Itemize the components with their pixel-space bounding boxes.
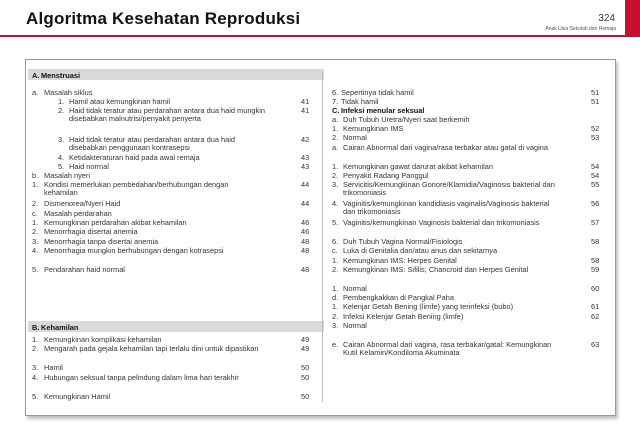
right-page-number: 55 bbox=[591, 180, 600, 189]
right-entry-title[interactable]: Cairan Abnormal dari vagina, rasa terbakar/gatal: Kemungkinan Kutil Kelamin/Kondiloma Akuminata bbox=[343, 340, 552, 357]
right-entry-marker: 3. bbox=[332, 321, 339, 330]
column-divider bbox=[322, 72, 323, 402]
left-page-number: 46 bbox=[301, 227, 310, 236]
header-subtitle: Anak Usia Sekolah dan Remaja bbox=[545, 26, 616, 32]
right-entry-marker: e. bbox=[332, 340, 339, 349]
right-page-number: 54 bbox=[591, 171, 600, 180]
right-entry-marker: 3. bbox=[332, 180, 339, 189]
left-page-number: 41 bbox=[301, 106, 310, 115]
left-entry-title[interactable]: Hamil atau kemungkinan hamil bbox=[69, 97, 171, 106]
left-entry-title[interactable]: Haid tidak teratur atau perdarahan antara dua haid disebabkan penggunaan kontrasepsi bbox=[69, 135, 235, 152]
left-entry-title[interactable]: Ketidakteraturan haid pada awal remaja bbox=[69, 153, 200, 162]
left-entry-marker: 3. bbox=[32, 237, 39, 246]
left-section-heading: Kehamilan bbox=[41, 323, 79, 332]
left-entry-marker: a. bbox=[32, 88, 39, 97]
left-entry-title[interactable]: Menorrhagia disertai anemia bbox=[44, 227, 138, 236]
left-entry-marker: 1. bbox=[32, 180, 39, 189]
right-entry-title[interactable]: Cairan Abnormal dari vagina/rasa terbakar atau gatal di vagina bbox=[343, 143, 549, 152]
left-entry-title[interactable]: Haid tidak teratur atau perdarahan antara dua haid mungkin disebabkan malnutrisi/penyakit penyerta bbox=[69, 106, 265, 123]
left-entry-marker: b. bbox=[32, 171, 39, 180]
left-entry-title[interactable]: Kondisi memerlukan pembedahan/berhubungan dengan kehamilan bbox=[44, 180, 229, 197]
right-page-number: 58 bbox=[591, 256, 600, 265]
left-page-number: 50 bbox=[301, 363, 310, 372]
right-page-number: 57 bbox=[591, 218, 600, 227]
right-entry-marker: a. bbox=[332, 115, 339, 124]
right-entry-title[interactable]: Normal bbox=[343, 284, 367, 293]
document-title: Algoritma Kesehatan Reproduksi bbox=[26, 9, 301, 28]
left-entry-title[interactable]: Pendarahan haid normal bbox=[44, 265, 125, 274]
right-entry-marker: d. bbox=[332, 293, 339, 302]
right-entry-marker: 1. bbox=[332, 284, 339, 293]
right-entry-title[interactable]: Vaginitis/kemungkinan kandidiasis vaginalis/Vaginosis bakterial dan trikomoniasis bbox=[343, 199, 550, 216]
right-entry-marker: 4. bbox=[332, 199, 339, 208]
left-page-number: 43 bbox=[301, 162, 310, 171]
right-page-number: 51 bbox=[591, 88, 600, 97]
right-entry-marker: 2. bbox=[332, 133, 339, 142]
left-entry-title[interactable]: Hamil bbox=[44, 363, 63, 372]
left-page-number: 48 bbox=[301, 237, 310, 246]
right-entry-title[interactable]: Servicitis/Kemungkinan Gonore/Klamidia/Vaginosis bakterial dan trikomoniasis bbox=[343, 180, 555, 197]
left-page-number: 50 bbox=[301, 392, 310, 401]
right-entry-title[interactable]: Kemungkinan gawat darurat akibat kehamilan bbox=[343, 162, 493, 171]
right-page-number: 58 bbox=[591, 237, 600, 246]
right-entry-marker: a. bbox=[332, 143, 339, 152]
right-entry-marker: 7. bbox=[332, 97, 339, 106]
left-entry-marker: 2. bbox=[32, 227, 39, 236]
right-entry-title[interactable]: Kemungkinan IMS bbox=[343, 124, 404, 133]
left-page-number: 44 bbox=[301, 180, 310, 189]
right-entry-title[interactable]: Sepertinya tidak hamil bbox=[341, 88, 414, 97]
right-page-number: 63 bbox=[591, 340, 600, 349]
right-entry-marker: 6. bbox=[332, 237, 339, 246]
left-entry-marker: 4. bbox=[32, 246, 39, 255]
left-section-heading: Menstruasi bbox=[41, 71, 81, 80]
left-entry-marker: 4. bbox=[58, 153, 65, 162]
left-entry-marker: 3. bbox=[58, 135, 65, 144]
right-entry-marker: c. bbox=[332, 246, 338, 255]
left-page-number: 48 bbox=[301, 246, 310, 255]
left-entry-marker: c. bbox=[32, 209, 38, 218]
right-entry-title[interactable]: Duh Tubuh Uretra/Nyeri saat berkemih bbox=[343, 115, 470, 124]
right-entry-marker: 1. bbox=[332, 124, 339, 133]
left-entry-title[interactable]: Menorrhagia mungkin berhubungan dengan kotrasepsi bbox=[44, 246, 224, 255]
left-entry-marker: 3. bbox=[32, 363, 39, 372]
left-entry-title[interactable]: Kemungkinan Hamil bbox=[44, 392, 111, 401]
right-entry-marker: 1. bbox=[332, 302, 339, 311]
right-entry-title[interactable]: Tidak hamil bbox=[341, 97, 379, 106]
left-entry-marker: A. bbox=[32, 71, 40, 80]
left-page-number: 43 bbox=[301, 153, 310, 162]
right-entry-title[interactable]: Kemungkinan IMS: Herpes Genital bbox=[343, 256, 457, 265]
left-entry-title[interactable]: Mengarah pada gejala kehamilan tapi terlalu dini untuk dipastikan bbox=[44, 344, 259, 353]
right-entry-title[interactable]: Luka di Genitalia dan/atau anus dan sekitarnya bbox=[343, 246, 498, 255]
left-page-number: 44 bbox=[301, 199, 310, 208]
left-page-number: 49 bbox=[301, 335, 310, 344]
left-entry-marker: 2. bbox=[32, 199, 39, 208]
right-page-number: 61 bbox=[591, 302, 600, 311]
left-entry-title[interactable]: Masalah perdarahan bbox=[44, 209, 112, 218]
left-entry-marker: 1. bbox=[32, 218, 39, 227]
right-entry-marker: 2. bbox=[332, 265, 339, 274]
right-page-number: 51 bbox=[591, 97, 600, 106]
table-of-contents-box bbox=[25, 59, 616, 416]
right-section-heading: Infeksi menular seksual bbox=[341, 106, 425, 115]
header-accent-block bbox=[625, 0, 640, 36]
left-entry-title[interactable]: Dismenorea/Nyeri Haid bbox=[44, 199, 121, 208]
left-page-number: 50 bbox=[301, 373, 310, 382]
right-entry-title[interactable]: Normal bbox=[343, 133, 367, 142]
header-rule bbox=[0, 35, 640, 37]
left-entry-title[interactable]: Menorrhagia tanpa disertai anemia bbox=[44, 237, 159, 246]
right-entry-title[interactable]: Infeksi Kelenjar Getah Bening (limfe) bbox=[343, 312, 464, 321]
left-entry-marker: 5. bbox=[58, 162, 65, 171]
right-entry-title[interactable]: Vaginitis/kemungkinan Vaginosis bakterial dan trikomoniasis bbox=[343, 218, 540, 227]
right-page-number: 54 bbox=[591, 162, 600, 171]
left-entry-marker: 5. bbox=[32, 392, 39, 401]
left-page-number: 41 bbox=[301, 97, 310, 106]
right-page-number: 56 bbox=[591, 199, 600, 208]
left-entry-title[interactable]: Masalah nyeri bbox=[44, 171, 91, 180]
left-entry-marker: B. bbox=[32, 323, 40, 332]
left-page-number: 46 bbox=[301, 218, 310, 227]
right-entry-title[interactable]: Duh Tubuh Vagina Normal/Fisiologis bbox=[343, 237, 463, 246]
right-entry-title[interactable]: Penyakit Radang Panggul bbox=[343, 171, 429, 180]
right-page-number: 60 bbox=[591, 284, 600, 293]
right-page-number: 59 bbox=[591, 265, 600, 274]
right-entry-title[interactable]: Kemungkinan IMS: Sifilis, Chancroid dan Herpes Genital bbox=[343, 265, 529, 274]
left-page-number: 49 bbox=[301, 344, 310, 353]
right-page-number: 52 bbox=[591, 124, 600, 133]
right-entry-marker: 1. bbox=[332, 162, 339, 171]
left-page-number: 48 bbox=[301, 265, 310, 274]
left-entry-title[interactable]: Masalah siklus bbox=[44, 88, 93, 97]
left-entry-title[interactable]: Kemungkinan komplikasi kehamilan bbox=[44, 335, 162, 344]
left-entry-marker: 5. bbox=[32, 265, 39, 274]
left-entry-marker: 4. bbox=[32, 373, 39, 382]
right-entry-marker: 6. bbox=[332, 88, 339, 97]
right-entry-marker: C. bbox=[332, 106, 340, 115]
left-entry-title[interactable]: Hubungan seksual tanpa pelindung dalam lima hari terakhir bbox=[44, 373, 239, 382]
right-entry-marker: 2. bbox=[332, 312, 339, 321]
right-entry-title[interactable]: Kelenjar Getah Bening (limfe) yang terinfeksi (bubo) bbox=[343, 302, 514, 311]
page-number: 324 bbox=[598, 13, 615, 24]
right-page-number: 53 bbox=[591, 133, 600, 142]
left-entry-marker: 1. bbox=[58, 97, 65, 106]
right-entry-title[interactable]: Pembengkakkan di Pangkal Paha bbox=[343, 293, 454, 302]
left-page-number: 42 bbox=[301, 135, 310, 144]
right-entry-marker: 2. bbox=[332, 171, 339, 180]
left-entry-marker: 2. bbox=[58, 106, 65, 115]
left-entry-marker: 1. bbox=[32, 335, 39, 344]
right-entry-title[interactable]: Normal bbox=[343, 321, 367, 330]
left-entry-title[interactable]: Kemungkinan perdarahan akibat kehamilan bbox=[44, 218, 187, 227]
right-entry-marker: 1. bbox=[332, 256, 339, 265]
right-page-number: 62 bbox=[591, 312, 600, 321]
left-entry-title[interactable]: Haid normal bbox=[69, 162, 109, 171]
right-entry-marker: 5. bbox=[332, 218, 339, 227]
left-entry-marker: 2. bbox=[32, 344, 39, 353]
